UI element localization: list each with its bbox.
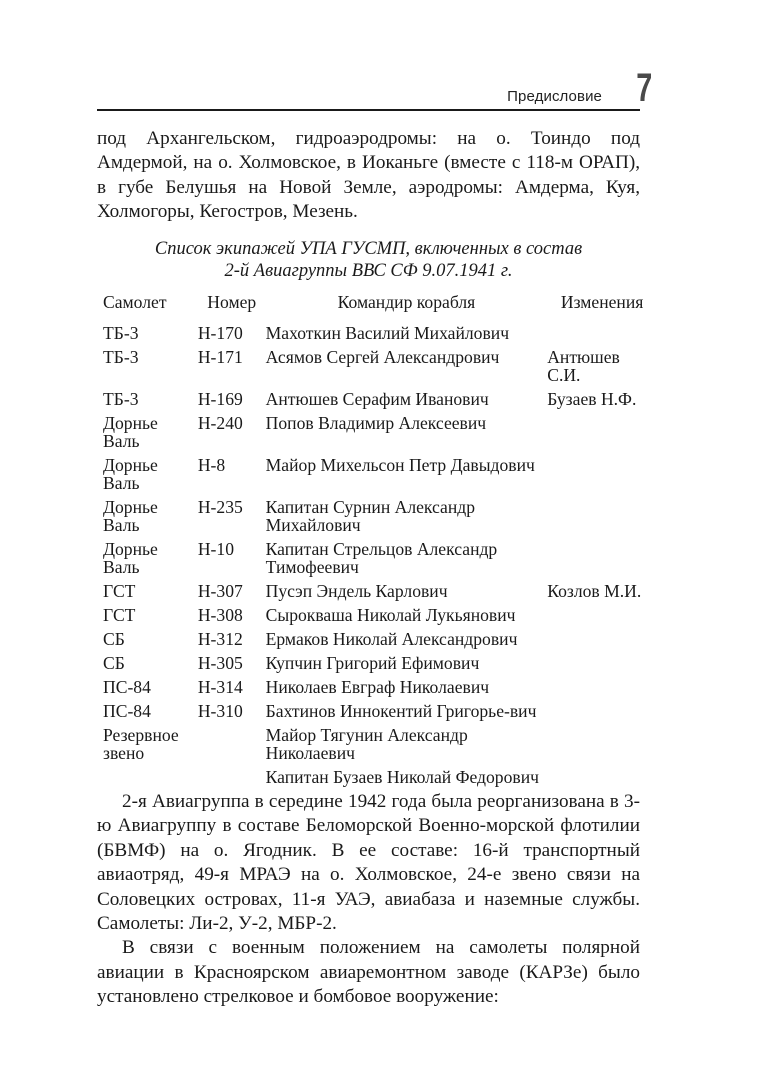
cell-commander: Капитан Сурнин Александр Михайлович [265,497,476,535]
cell-plane: ГСТ [103,581,136,601]
cell-commander: Майор Тягунин Александр Николаевич [265,725,468,763]
cell-number: Н-10 [197,539,234,559]
cell-changes: Козлов М.И. [547,581,642,601]
cell-plane: Дорнье Валь [103,539,158,577]
table-caption-line-2: 2-й Авиагруппы ВВС СФ 9.07.1941 г. [224,261,513,281]
cell-number: Н-235 [197,497,243,517]
cell-commander: Бахтинов Иннокентий Григорье-вич [265,701,537,721]
table-row [97,723,657,765]
cell-plane: ПС-84 [103,677,151,697]
cell-number [198,723,266,765]
column-header-plane: Самолет [103,292,167,312]
cell-number: Н-305 [197,653,243,673]
table-row [97,495,657,537]
table-row [97,675,657,699]
cell-plane: СБ [103,653,125,673]
cell-commander: Купчин Григорий Ефимович [265,653,480,673]
cell-changes: Бузаев Н.Ф. [547,389,637,409]
table-row [97,603,657,627]
cell-plane: ТБ-3 [103,389,139,409]
running-header [97,66,652,111]
table-row [97,321,657,345]
column-header-commander: Командир корабля [337,292,476,312]
table-row [97,411,657,453]
cell-plane: Резервное звено [103,725,179,763]
table-row [97,387,657,411]
cell-plane: Дорнье Валь [103,413,158,451]
outro-section [97,790,640,1010]
outro-paragraph-1: 2-я Авиагруппа в середине 1942 года была реорганизована в 3-ю Авиагруппу в составе Беломорской Военно-морской флотилии (БВМФ) на о. Ягодник. В ее составе: 16-й транспортный авиаотряд, 49-я МРАЭ на о. Холмовское, 24-е звено связи на Соловецких островах, 11-я УАЭ, авиабаза и наземные службы. Самолеты: Ли-2, У-2, МБР-2. [97,791,640,935]
cell-commander: Капитан Бузаев Николай Федорович [265,767,539,787]
cell-number [198,765,266,789]
cell-number: Н-240 [197,413,243,433]
cell-number: Н-171 [197,347,243,367]
cell-changes [547,651,657,675]
crew-table-body [97,321,657,789]
table-caption-line-1: Список экипажей УПА ГУСМП, включенных в состав [154,239,583,259]
cell-number: Н-314 [197,677,243,697]
cell-changes [547,495,657,537]
table-row [97,651,657,675]
cell-changes [547,453,657,495]
table-row [97,699,657,723]
cell-commander: Антюшев Серафим Иванович [265,389,489,409]
cell-changes: Антюшев С.И. [547,347,620,385]
cell-changes [547,627,657,651]
cell-number: Н-170 [197,323,243,343]
column-header-changes: Изменения [560,292,644,312]
cell-commander: Ермаков Николай Александрович [265,629,518,649]
cell-plane: ТБ-3 [103,323,139,343]
intro-paragraph: под Архангельском, гидроаэродромы: на о. Тоиндо под Амдермой, на о. Холмовское, в Иоканьге (вместе с 118-м ОРАП), в губе Белушья на Новой Земле, аэродромы: Амдерма, Куя, Холмогоры, Кегостров, Мезень. [97,128,640,223]
cell-plane: ГСТ [103,605,136,625]
cell-plane: ТБ-3 [103,347,139,367]
cell-number: Н-307 [197,581,243,601]
column-header-number: Номер [207,292,257,312]
cell-number: Н-8 [197,455,226,475]
cell-commander: Сырокваша Николай Лукьянович [265,605,516,625]
table-header-row [97,290,657,321]
cell-changes [547,537,657,579]
table-row [97,537,657,579]
cell-number: Н-310 [197,701,243,721]
cell-changes [547,675,657,699]
crew-table [97,290,657,789]
table-caption [97,238,640,282]
cell-changes [547,411,657,453]
cell-commander: Капитан Стрельцов Александр Тимофеевич [265,539,498,577]
cell-number: Н-312 [197,629,243,649]
cell-plane [97,765,198,789]
intro-section [97,127,640,225]
cell-commander: Махоткин Василий Михайлович [265,323,510,343]
cell-commander: Асямов Сергей Александрович [265,347,500,367]
page-number: 7 [635,66,652,110]
cell-commander: Попов Владимир Алексеевич [265,413,487,433]
cell-changes [547,699,657,723]
cell-changes [547,723,657,765]
table-row [97,345,657,387]
cell-plane: СБ [103,629,125,649]
cell-changes [547,321,657,345]
table-row [97,579,657,603]
cell-changes [547,603,657,627]
cell-commander: Майор Михельсон Петр Давыдович [265,455,535,475]
cell-plane: ПС-84 [103,701,151,721]
cell-number: Н-308 [197,605,243,625]
section-title: Предисловие [507,88,602,105]
table-row [97,453,657,495]
cell-commander: Пусэп Эндель Карлович [265,581,448,601]
cell-plane: Дорнье Валь [103,497,158,535]
cell-changes [547,765,657,789]
table-row [97,765,657,789]
cell-commander: Николаев Евграф Николаевич [265,677,490,697]
cell-plane: Дорнье Валь [103,455,158,493]
outro-paragraph-2: В связи с военным положением на самолеты полярной авиации в Красноярском авиаремонтном заводе (КАРЗе) было установлено стрелковое и бомбовое вооружение: [97,937,640,1008]
cell-number: Н-169 [197,389,243,409]
table-row [97,627,657,651]
